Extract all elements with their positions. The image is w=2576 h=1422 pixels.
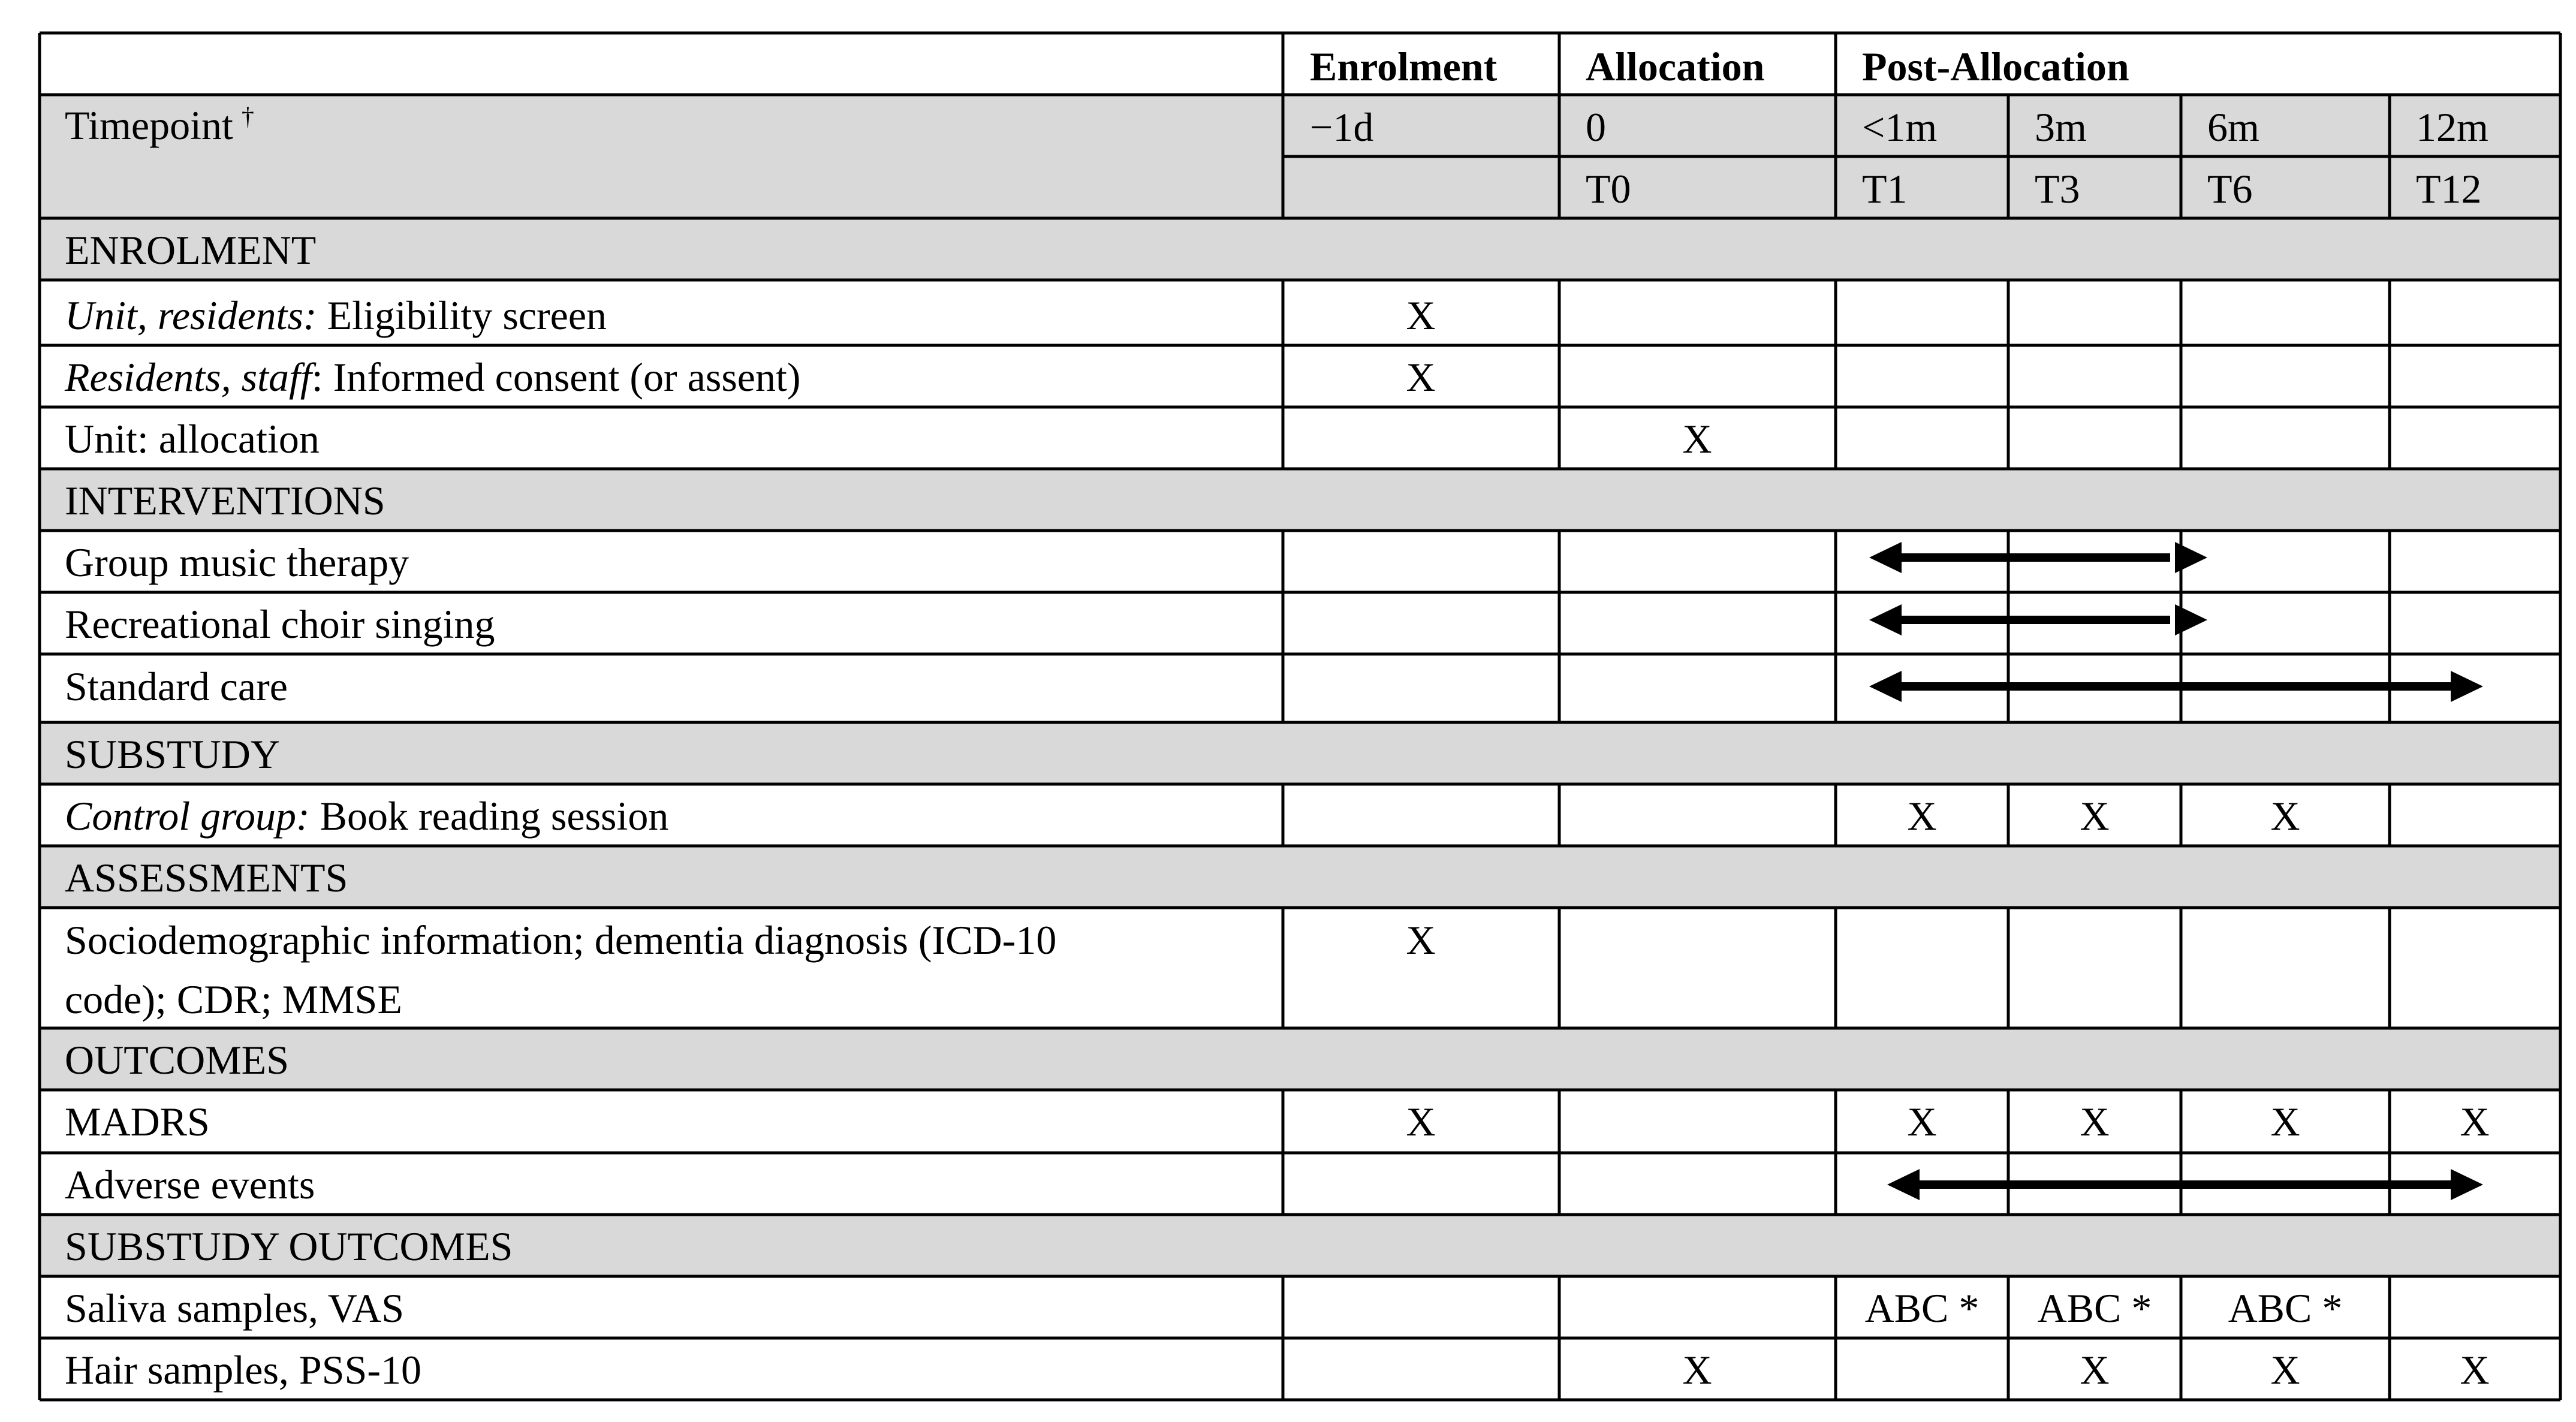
section-outcomes: OUTCOMES: [65, 1037, 290, 1083]
row-label-hair: Hair samples, PSS-10: [65, 1347, 421, 1393]
arrow-music-therapy: [1869, 542, 2207, 573]
code-t12: T12: [2416, 166, 2482, 212]
code-t6: T6: [2207, 166, 2253, 212]
row-label-adverse: Adverse events: [65, 1162, 315, 1207]
mark-x: X: [1682, 1347, 1712, 1393]
section-interventions-bg: [40, 469, 2560, 531]
code-t3: T3: [2035, 166, 2080, 212]
mark-x: X: [2270, 793, 2300, 839]
mark-x: X: [1406, 917, 1436, 963]
row-label-book-reading: [65, 793, 668, 839]
row-label-consent-text: : Informed consent (or assent): [311, 354, 801, 400]
phase-post-allocation: Post-Allocation: [1862, 44, 2129, 89]
timepoint-dagger: †: [241, 103, 254, 131]
mark-x: X: [1907, 1099, 1937, 1144]
timepoint-enrolment: −1d: [1310, 104, 1374, 150]
section-enrolment: ENROLMENT: [65, 227, 317, 273]
section-enrolment-bg: [40, 218, 2560, 280]
row-label-consent-italic: Residents, staff: [65, 354, 312, 400]
section-substudy-outcomes: SUBSTUDY OUTCOMES: [65, 1224, 513, 1269]
row-label-standard-care: Standard care: [65, 664, 288, 709]
code-t1: T1: [1862, 166, 1908, 212]
section-substudy-bg: [40, 722, 2560, 784]
row-label-sociodemo-line2: code); CDR; MMSE: [65, 977, 402, 1022]
arrow-adverse-events: [1887, 1169, 2483, 1200]
section-substudy: SUBSTUDY: [65, 731, 280, 777]
timepoint-3m: 3m: [2035, 104, 2087, 150]
mark-x: X: [2460, 1347, 2490, 1393]
mark-abc: ABC *: [1864, 1285, 1980, 1331]
mark-x: X: [1406, 1099, 1436, 1144]
row-label-madrs: MADRS: [65, 1099, 210, 1144]
row-label-allocation: Unit: allocation: [65, 416, 320, 462]
mark-x: X: [2080, 1099, 2110, 1144]
mark-x: X: [2460, 1099, 2490, 1144]
mark-x: X: [2080, 793, 2110, 839]
mark-x: X: [1907, 793, 1937, 839]
mark-x: X: [2270, 1347, 2300, 1393]
row-label-saliva: Saliva samples, VAS: [65, 1285, 405, 1331]
code-t0: T0: [1586, 166, 1631, 212]
arrow-choir: [1869, 604, 2207, 635]
mark-x: X: [2270, 1099, 2300, 1144]
timepoint-12m: 12m: [2416, 104, 2488, 150]
timepoint-label: [65, 103, 254, 148]
mark-x: X: [1406, 293, 1436, 338]
row-label-book-reading-text: Book reading session: [309, 793, 669, 839]
row-label-sociodemo-line1: Sociodemographic information; dementia diagnosis (ICD-10: [65, 917, 1057, 963]
mark-abc: ABC *: [2228, 1285, 2343, 1331]
section-assessments-bg: [40, 846, 2560, 908]
row-label-eligibility-italic: Unit, residents:: [65, 293, 317, 338]
phase-allocation: Allocation: [1586, 44, 1765, 89]
mark-x: X: [2080, 1347, 2110, 1393]
timepoint-6m: 6m: [2207, 104, 2259, 150]
row-label-eligibility: [65, 293, 607, 338]
row-label-music-therapy: Group music therapy: [65, 540, 409, 585]
timepoint-lt1m: <1m: [1862, 104, 1938, 150]
mark-x: X: [1682, 416, 1712, 462]
section-assessments: ASSESSMENTS: [65, 855, 348, 900]
mark-x: X: [1406, 354, 1436, 400]
timepoint-allocation: 0: [1586, 104, 1606, 150]
phase-enrolment: Enrolment: [1310, 44, 1498, 89]
row-label-book-reading-italic: Control group:: [65, 793, 310, 839]
mark-abc: ABC *: [2037, 1285, 2152, 1331]
section-outcomes-bg: [40, 1028, 2560, 1090]
row-label-consent: [64, 354, 801, 400]
row-label-eligibility-text: Eligibility screen: [317, 293, 607, 338]
row-label-choir: Recreational choir singing: [65, 601, 495, 647]
timepoint-label-text: Timepoint: [65, 103, 233, 148]
section-interventions: INTERVENTIONS: [65, 478, 385, 523]
